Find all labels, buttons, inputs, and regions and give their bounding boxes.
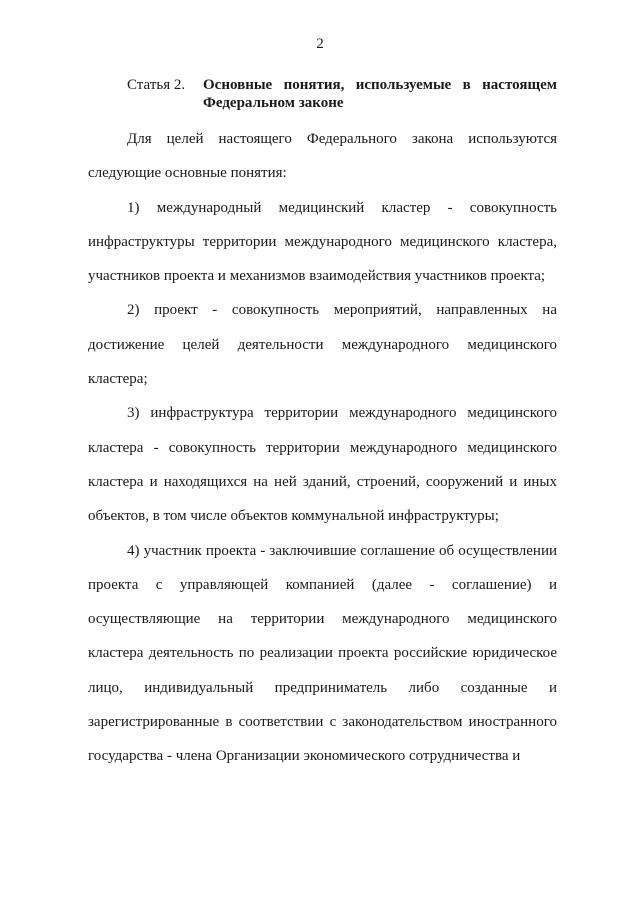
article-title: Основные понятия, используемые в настоящем Федеральном законе bbox=[203, 77, 557, 111]
definition-project: 2) проект - совокупность мероприятий, направленных на достижение целей деятельности международного медицинского кластера; bbox=[88, 302, 557, 388]
article-body bbox=[88, 122, 557, 774]
article-label: Статья 2. bbox=[127, 77, 186, 93]
definition-infrastructure: 3) инфраструктура территории международного медицинского кластера - совокупность территории международного медицинского кластера и находящихся на ней зданий, строений, сооружений и иных объектов, в том числе объектов коммунальной инфраструктуры; bbox=[88, 405, 557, 525]
intro-paragraph: Для целей настоящего Федерального закона используются следующие основные понятия: bbox=[88, 131, 557, 182]
page-number: 2 bbox=[316, 36, 324, 52]
definition-project-participant: 4) участник проекта - заключившие соглашение об осуществлении проекта с управляющей компанией (далее - соглашение) и осуществляющие на территории международного медицинского кластера деятельность по реализации проекта российские юридическое лицо, индивидуальный предприниматель либо созданные и зарегистрированные в соответствии с законодательством иностранного государства - члена Организации экономического сотрудничества и bbox=[88, 542, 557, 765]
definition-international-medical-cluster: 1) международный медицинский кластер - совокупность инфраструктуры территории международного медицинского кластера, участников проекта и механизмов взаимодействия участников проекта; bbox=[88, 199, 557, 285]
